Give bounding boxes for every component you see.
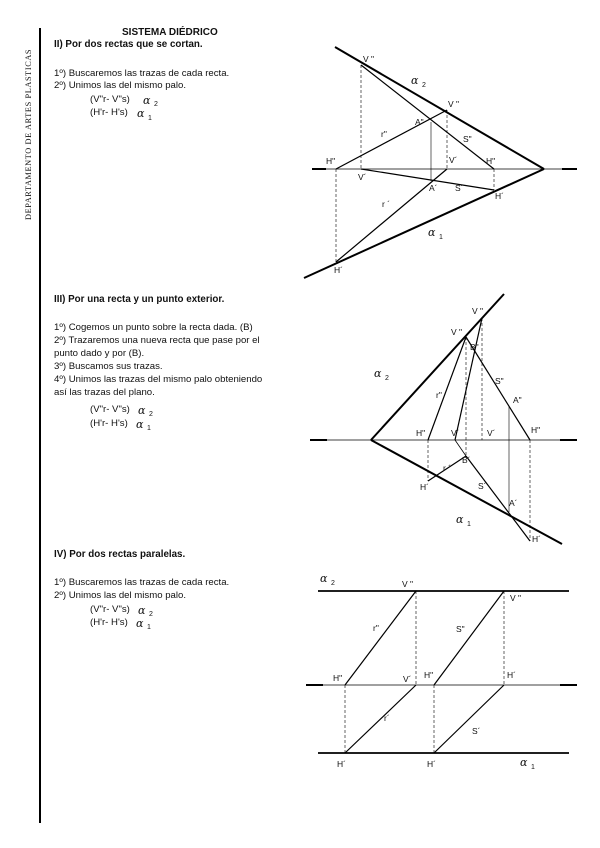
svg-text:1: 1 [147, 624, 151, 631]
svg-text:H´: H´ [507, 670, 516, 680]
svg-text:H": H" [531, 425, 541, 435]
svg-text:S´: S´ [455, 183, 464, 193]
svg-text:2: 2 [149, 411, 153, 418]
section-2-step-1: 1º) Buscaremos las trazas de cada recta. [54, 68, 230, 79]
alpha-1-symbol: α [136, 418, 144, 431]
svg-text:α: α [520, 756, 528, 769]
svg-text:H´: H´ [427, 759, 436, 769]
section-2-heading: II) Por dos rectas que se cortan. [54, 39, 203, 50]
svg-text:V ": V " [472, 306, 484, 316]
svg-text:V´: V´ [403, 674, 412, 684]
svg-text:1: 1 [147, 425, 151, 432]
svg-text:B": B" [470, 342, 479, 352]
figure-2 [310, 294, 577, 544]
svg-text:A": A" [513, 395, 522, 405]
alpha-2-symbol: α [138, 404, 146, 417]
svg-text:r´: r´ [384, 713, 390, 723]
figure-3 [306, 591, 577, 753]
section-3-step-4: 4º) Unimos las trazas del mismo palo obteniendo [54, 374, 263, 385]
svg-text:A´: A´ [509, 498, 518, 508]
alpha-1-symbol: α [136, 617, 144, 630]
svg-text:A´: A´ [429, 183, 438, 193]
svg-text:α: α [411, 74, 419, 87]
svg-text:r ´: r ´ [382, 199, 391, 209]
section-3-step-1: 1º) Cogemos un punto sobre la recta dada. (B) [54, 322, 253, 333]
section-4-formula-2: (H'r- H's) [90, 617, 128, 628]
section-4-step-2: 2º) Unimos las del mismo palo. [54, 590, 186, 601]
svg-text:V ": V " [448, 99, 460, 109]
svg-text:1: 1 [531, 764, 535, 771]
svg-text:H": H" [326, 156, 336, 166]
svg-text:r": r" [373, 623, 379, 633]
section-3-step-2: 2º) Trazaremos una nueva recta que pase por el [54, 335, 260, 346]
svg-text:1: 1 [467, 521, 471, 528]
section-2-formula-1: (V"r- V"s) [90, 94, 130, 105]
svg-text:H": H" [486, 156, 496, 166]
svg-text:H´: H´ [337, 759, 346, 769]
svg-text:S´: S´ [472, 726, 481, 736]
alpha-2-symbol: α [138, 604, 146, 617]
svg-text:H": H" [424, 670, 434, 680]
section-3-formula-1: (V"r- V"s) [90, 404, 130, 415]
section-3-formula-2: (H'r- H's) [90, 418, 128, 429]
section-4-formula-1: (V"r- V"s) [90, 604, 130, 615]
svg-text:H´: H´ [420, 482, 429, 492]
section-4-heading: IV) Por dos rectas paralelas. [54, 549, 186, 560]
svg-text:H´: H´ [495, 191, 504, 201]
section-2-step-2: 2º) Unimos las del mismo palo. [54, 80, 186, 91]
svg-text:V ": V " [451, 327, 463, 337]
svg-text:V´: V´ [358, 172, 367, 182]
svg-text:S´: S´ [478, 481, 487, 491]
section-3-step-2b: punto dado y por (B). [54, 348, 145, 359]
svg-text:H": H" [416, 428, 426, 438]
svg-text:α: α [320, 572, 328, 585]
section-3-step-3: 3º) Buscamos sus trazas. [54, 361, 163, 372]
svg-text:S": S" [495, 376, 504, 386]
svg-text:2: 2 [154, 101, 158, 108]
svg-text:V´: V´ [451, 428, 460, 438]
svg-text:1: 1 [439, 234, 443, 241]
svg-text:2: 2 [149, 611, 153, 618]
svg-text:r ´: r ´ [443, 463, 452, 473]
svg-text:α: α [456, 513, 464, 526]
svg-text:2: 2 [422, 82, 426, 89]
svg-text:α: α [428, 226, 436, 239]
svg-text:1: 1 [148, 115, 152, 122]
figure-1 [304, 47, 577, 278]
svg-text:r": r" [381, 129, 387, 139]
svg-text:A": A" [415, 117, 424, 127]
figure-2-labels [374, 306, 541, 544]
svg-text:r": r" [436, 390, 442, 400]
alpha-1-symbol: α [137, 107, 145, 120]
section-3-heading: III) Por una recta y un punto exterior. [54, 294, 225, 305]
svg-text:V ": V " [363, 54, 375, 64]
section-4-step-1: 1º) Buscaremos las trazas de cada recta. [54, 577, 230, 588]
figure-3-labels [320, 572, 535, 771]
svg-text:V ": V " [402, 579, 414, 589]
svg-text:H": H" [333, 673, 343, 683]
svg-text:α: α [374, 367, 382, 380]
svg-text:V´: V´ [449, 155, 458, 165]
svg-text:H´: H´ [334, 265, 343, 275]
page-title: SISTEMA DIÉDRICO [122, 27, 218, 38]
section-3-step-4b: así las trazas del plano. [54, 387, 155, 398]
section-2-formula-2: (H'r- H's) [90, 107, 128, 118]
figure-1-labels [326, 54, 504, 275]
svg-text:2: 2 [331, 580, 335, 587]
svg-text:B´: B´ [462, 455, 471, 465]
side-label: DEPARTAMENTO DE ARTES PLASTICAS [24, 48, 33, 220]
formula-alpha-symbols [136, 94, 158, 631]
svg-text:S": S" [463, 134, 472, 144]
svg-text:V´: V´ [487, 428, 496, 438]
svg-text:H´: H´ [532, 534, 541, 544]
svg-text:2: 2 [385, 375, 389, 382]
svg-text:S": S" [456, 624, 465, 634]
svg-text:V ": V " [510, 593, 522, 603]
alpha-2-symbol: α [143, 94, 151, 107]
